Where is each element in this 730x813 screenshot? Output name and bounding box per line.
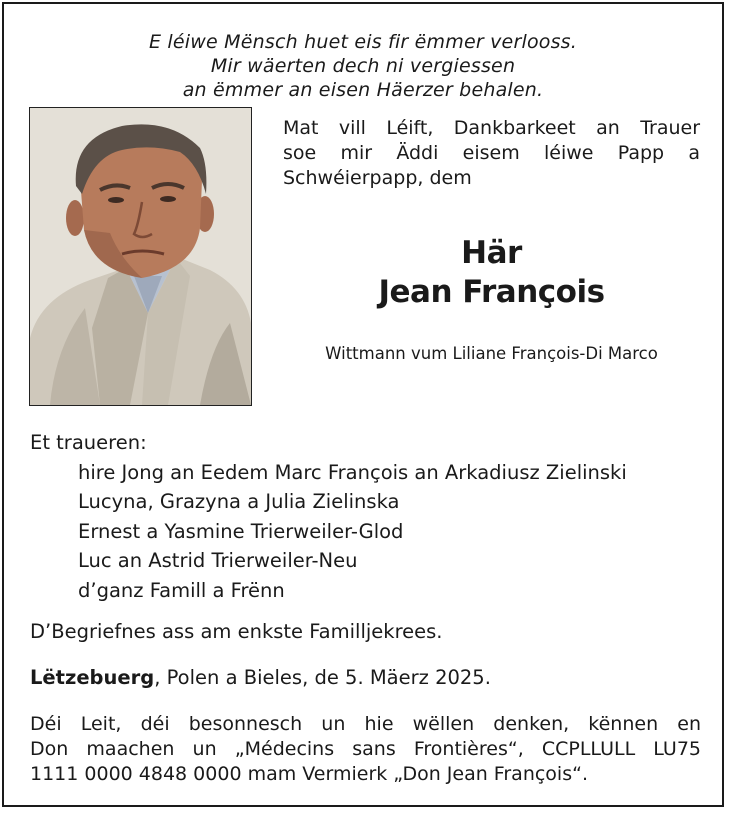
- motto-line: an ëmmer an eisen Häerzer behalen.: [182, 79, 544, 101]
- motto-line: E léiwe Mënsch huet eis fir ëmmer verlooss.: [148, 31, 578, 53]
- motto-line: Mir wäerten dech ni vergiessen: [210, 55, 516, 77]
- donation-text: [30, 712, 701, 787]
- motto-verse: [0, 30, 726, 102]
- place-date-line: [30, 665, 491, 691]
- deceased-name-block: [283, 234, 700, 312]
- mourner-line: Ernest a Yasmine Trierweiler-Glod: [78, 519, 404, 543]
- spouse-line: Wittmann vum Liliane François-Di Marco: [325, 344, 658, 363]
- mourner-line: Lucyna, Grazyna a Julia Zielinska: [78, 490, 400, 513]
- portrait-photo: [29, 107, 252, 406]
- place-date-rest: , Polen a Bieles, de 5. Mäerz 2025.: [154, 666, 491, 689]
- donation-line: 1111 0000 4848 0000 mam Vermierk „Don Jean François“.: [30, 763, 588, 785]
- intro-line: Schwéierpapp, dem: [283, 167, 472, 189]
- mourners-list: [30, 428, 710, 605]
- funeral-note: D’Begriefnes ass am enkste Familljekrees.: [30, 620, 443, 643]
- deceased-title: Här: [461, 235, 522, 271]
- intro-line: Mat vill Léift, Dankbarkeet an Trauer: [283, 117, 700, 139]
- place-name: Lëtzebuerg: [30, 666, 155, 689]
- donation-line: Déi Leit, déi besonnesch un hie wëllen denken, kënnen en: [30, 713, 701, 735]
- intro-text: [283, 116, 700, 191]
- intro-line: soe mir Äddi eisem léiwe Papp a: [283, 142, 700, 164]
- mourner-line: Luc an Astrid Trierweiler-Neu: [78, 549, 358, 572]
- mourner-line: d’ganz Famill a Frënn: [78, 578, 285, 602]
- deceased-name: Jean François: [378, 274, 605, 310]
- mourners-heading: Et traueren:: [30, 431, 147, 454]
- donation-line: Don maachen un „Médecins sans Frontières“, CCPLLULL LU75: [30, 738, 701, 760]
- portrait-photo-icon: [30, 108, 251, 405]
- mourner-line: hire Jong an Eedem Marc François an Arkadiusz Zielinski: [78, 460, 627, 484]
